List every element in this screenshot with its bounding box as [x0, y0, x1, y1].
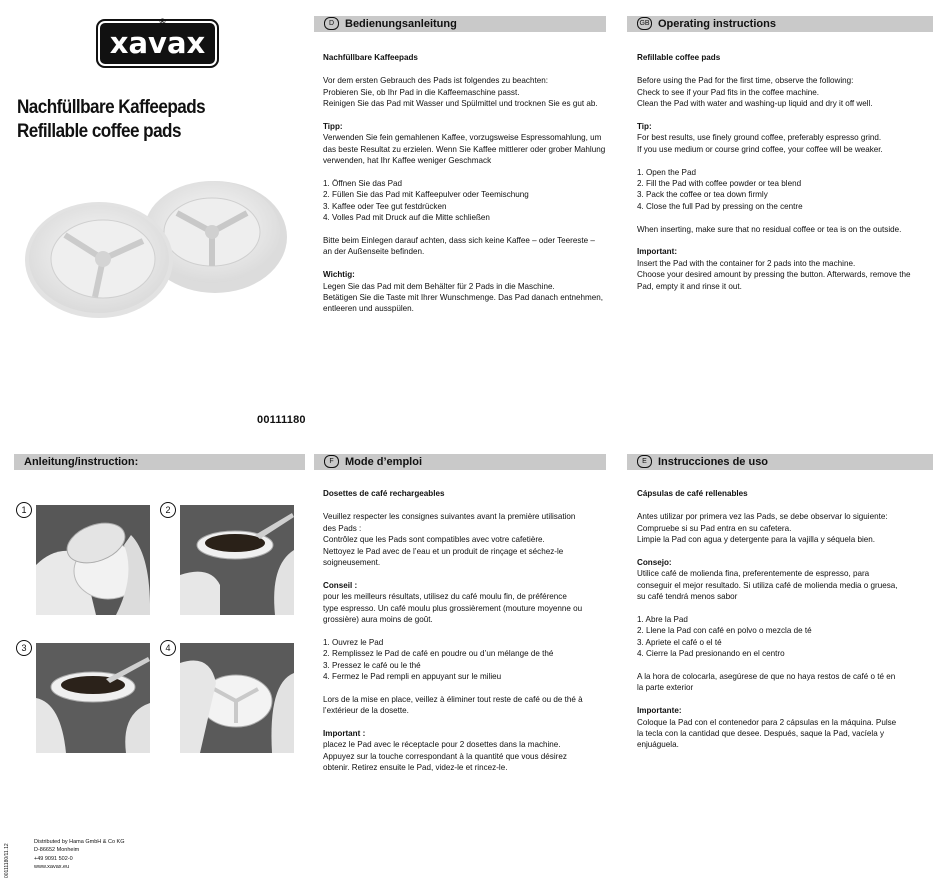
- de-tip-line: Verwenden Sie fein gemahlenen Kaffee, vorzugsweise Espressomahlung, um: [323, 133, 602, 143]
- es-column: [637, 488, 929, 751]
- gb-tip-line: For best results, use finely ground coffee, preferably espresso grind.: [637, 133, 882, 143]
- es-step-item: 3. Apriete el café o el té: [637, 637, 722, 647]
- gb-note-line: When inserting, make sure that no residual coffee or tea is on the outside.: [637, 224, 902, 234]
- es-intro-line: Limpie la Pad con agua y detergente para la vajilla y séquela bien.: [637, 535, 876, 545]
- lang-code-fr: F: [324, 455, 339, 468]
- spacer: [323, 167, 615, 178]
- gb-intro-line: Check to see if your Pad fits in the coffee machine.: [637, 87, 820, 97]
- es-header-text: Instrucciones de uso: [658, 456, 769, 468]
- de-column: [323, 52, 615, 315]
- gb-column: [637, 52, 929, 292]
- fr-step-item: 3. Pressez le café ou le thé: [323, 660, 421, 670]
- es-important-line: la tecla con la cantidad que desee. Después, saque la Pad, vacíela y: [637, 729, 885, 739]
- fr-intro-line: soigneusement.: [323, 558, 381, 568]
- de-tip-line: das beste Resultat zu erzielen. Wenn Sie Kaffee mittlerer oder grober Mahlung: [323, 144, 606, 154]
- spacer: [323, 682, 615, 693]
- step-photo-close-pad: [180, 643, 294, 753]
- es-tip-label: Consejo:: [637, 558, 672, 568]
- es-note-line: A la hora de colocarla, asegúrese de que no haya restos de café o té en: [637, 672, 896, 682]
- lang-code-de: D: [324, 17, 339, 30]
- spacer: [637, 110, 929, 121]
- gb-intro-line: Before using the Pad for the first time, observe the following:: [637, 76, 854, 86]
- registered-mark: ®: [158, 17, 167, 26]
- de-header: [314, 16, 606, 32]
- spacer: [637, 603, 929, 614]
- lang-code-gb: GB: [637, 17, 652, 30]
- fr-header-text: Mode d’emploi: [345, 456, 422, 468]
- de-intro-line: Probieren Sie, ob Ihr Pad in die Kaffeemaschine passt.: [323, 87, 520, 97]
- brand-name: xavax: [109, 26, 206, 60]
- fr-note-line: Lors de la mise en place, veillez à éliminer tout reste de café ou de thé à: [323, 694, 583, 704]
- title-de: Nachfüllbare Kaffeepads: [17, 97, 206, 118]
- spacer: [637, 546, 929, 557]
- fr-important-line: obtenir. Retirez ensuite le Pad, videz-le et rincez-le.: [323, 763, 508, 773]
- spacer: [323, 625, 615, 636]
- step-photo-pack-coffee: [36, 643, 150, 753]
- step-number-3: 3: [16, 640, 32, 656]
- de-step-item: 2. Füllen Sie das Pad mit Kaffeepulver oder Teemischung: [323, 190, 529, 200]
- fr-step-item: 1. Ouvrez le Pad: [323, 637, 384, 647]
- xavax-logo: [96, 19, 219, 68]
- fr-column: [323, 488, 615, 774]
- gb-step-item: 4. Close the full Pad by pressing on the centre: [637, 201, 803, 211]
- fr-tip-line: type espresso. Un café moulu plus grossièrement (mouture moyenne ou: [323, 603, 583, 613]
- es-heading: Cápsulas de café rellenables: [637, 489, 748, 498]
- spacer: [323, 568, 615, 579]
- es-tip-line: Utilice café de molienda fina, preferentemente de espresso, para: [637, 569, 870, 579]
- gb-step-item: 2. Fill the Pad with coffee powder or tea blend: [637, 179, 802, 189]
- de-note-line: Bitte beim Einlegen darauf achten, dass sich keine Kaffee – oder Teereste –: [323, 236, 595, 246]
- de-step-item: 1. Öffnen Sie das Pad: [323, 179, 403, 189]
- step-number-4: 4: [160, 640, 176, 656]
- es-step-item: 2. Llene la Pad con café en polvo o mezcla de té: [637, 626, 812, 636]
- fr-intro-line: Nettoyez le Pad avec de l’eau et un produit de rinçage et séchez-le: [323, 546, 564, 556]
- gb-intro-line: Clean the Pad with water and washing-up liquid and dry it off well.: [637, 99, 873, 109]
- fr-note-line: l’extérieur de la dosette.: [323, 706, 409, 716]
- es-note-line: la parte exterior: [637, 683, 694, 693]
- fr-tip-line: pour les meilleurs résultats, utilisez du café moulu fin, de préférence: [323, 592, 567, 602]
- es-tip-line: conseguir el mejor resultado. Si utiliza café de molienda media o gruesa,: [637, 580, 898, 590]
- fr-important-line: placez le Pad avec le réceptacle pour 2 dosettes dans la machine.: [323, 740, 561, 750]
- step-photo-fill-pad: [180, 505, 294, 615]
- article-number: 00111180: [257, 414, 306, 426]
- de-step-item: 4. Volles Pad mit Druck auf die Mitte schließen: [323, 213, 490, 223]
- de-tip-label: Tipp:: [323, 122, 343, 132]
- spacer: [323, 258, 615, 269]
- footer-line: +49 9091 502-0: [34, 855, 73, 862]
- instruction-header-text: Anleitung/instruction:: [24, 456, 139, 468]
- fr-intro-line: Contrôlez que les Pads sont compatibles avec votre cafetière.: [323, 535, 545, 545]
- es-important-label: Importante:: [637, 706, 682, 716]
- de-important-line: Legen Sie das Pad mit dem Behälter für 2 Pads in die Maschine.: [323, 281, 555, 291]
- fr-intro-line: des Pads :: [323, 523, 362, 533]
- gb-header-text: Operating instructions: [658, 18, 776, 30]
- footer-line: www.xavax.eu: [34, 863, 70, 870]
- es-step-item: 4. Cierre la Pad presionando en el centro: [637, 649, 785, 659]
- es-intro-line: Compruebe si su Pad entra en su cafetera.: [637, 523, 792, 533]
- de-important-line: Betätigen Sie die Taste mit Ihrer Wunschmenge. Das Pad danach entnehmen,: [323, 293, 604, 303]
- step-number-2: 2: [160, 502, 176, 518]
- gb-tip-line: If you use medium or course grind coffee, your coffee will be weaker.: [637, 144, 883, 154]
- spacer: [637, 694, 929, 705]
- es-step-item: 1. Abre la Pad: [637, 615, 688, 625]
- distributor-info: [34, 838, 124, 871]
- gb-step-item: 3. Pack the coffee or tea down firmly: [637, 190, 768, 200]
- es-header: [627, 454, 933, 470]
- fr-step-item: 4. Fermez le Pad rempli en appuyant sur le milieu: [323, 672, 502, 682]
- de-step-item: 3. Kaffee oder Tee gut festdrücken: [323, 201, 447, 211]
- fr-intro-line: Veuillez respecter les consignes suivantes avant la première utilisation: [323, 512, 576, 522]
- title-en: Refillable coffee pads: [17, 121, 181, 142]
- fr-heading: Dosettes de café rechargeables: [323, 489, 445, 498]
- de-important-line: entleeren und ausspülen.: [323, 304, 414, 314]
- fr-tip-label: Conseil :: [323, 580, 358, 590]
- spacer: [637, 212, 929, 223]
- es-important-line: enjuáguela.: [637, 740, 679, 750]
- es-important-line: Coloque la Pad con el contenedor para 2 cápsulas en la máquina. Pulse: [637, 717, 897, 727]
- document-code: 00111180/11.12: [4, 843, 10, 878]
- gb-important-label: Important:: [637, 247, 678, 257]
- gb-step-item: 1. Open the Pad: [637, 167, 696, 177]
- step-number-1: 1: [16, 502, 32, 518]
- de-note-line: an der Außenseite befinden.: [323, 247, 425, 257]
- fr-important-line: Appuyez sur la touche correspondant à la quantité que vous désirez: [323, 751, 567, 761]
- de-tip-line: verwenden, hat Ihr Kaffee weniger Geschmack: [323, 156, 492, 166]
- spacer: [637, 660, 929, 671]
- lang-code-es: E: [637, 455, 652, 468]
- spacer: [323, 110, 615, 121]
- spacer: [637, 235, 929, 246]
- gb-important-line: Pad, empty it and rinse it out.: [637, 281, 742, 291]
- fr-tip-line: grossière) aura moins de goût.: [323, 615, 433, 625]
- coffee-pads-image: [25, 175, 295, 320]
- fr-step-item: 2. Remplissez le Pad de café en poudre ou d’un mélange de thé: [323, 649, 554, 659]
- spacer: [323, 224, 615, 235]
- de-important-label: Wichtig:: [323, 270, 355, 280]
- de-intro-line: Vor dem ersten Gebrauch des Pads ist folgendes zu beachten:: [323, 76, 548, 86]
- de-heading: Nachfüllbare Kaffeepads: [323, 53, 418, 62]
- step-photo-open-pad: [36, 505, 150, 615]
- es-intro-line: Antes utilizar por primera vez las Pads, se debe observar lo siguiente:: [637, 512, 888, 522]
- fr-header: [314, 454, 606, 470]
- gb-important-line: Choose your desired amount by pressing the button. Afterwards, remove the: [637, 270, 911, 280]
- spacer: [323, 717, 615, 728]
- gb-tip-label: Tip:: [637, 122, 652, 132]
- instruction-header: [14, 454, 305, 470]
- es-tip-line: su café tendrá menos sabor: [637, 592, 738, 602]
- footer-line: D-86652 Monheim: [34, 847, 80, 854]
- gb-header: [627, 16, 933, 32]
- footer-line: Distributed by Hama GmbH & Co KG: [34, 839, 125, 845]
- gb-important-line: Insert the Pad with the container for 2 pads into the machine.: [637, 258, 856, 268]
- de-intro-line: Reinigen Sie das Pad mit Wasser und Spülmittel und trocknen Sie es gut ab.: [323, 99, 598, 109]
- fr-important-label: Important :: [323, 729, 366, 739]
- de-header-text: Bedienungsanleitung: [345, 18, 457, 30]
- gb-heading: Refillable coffee pads: [637, 53, 721, 62]
- spacer: [637, 155, 929, 166]
